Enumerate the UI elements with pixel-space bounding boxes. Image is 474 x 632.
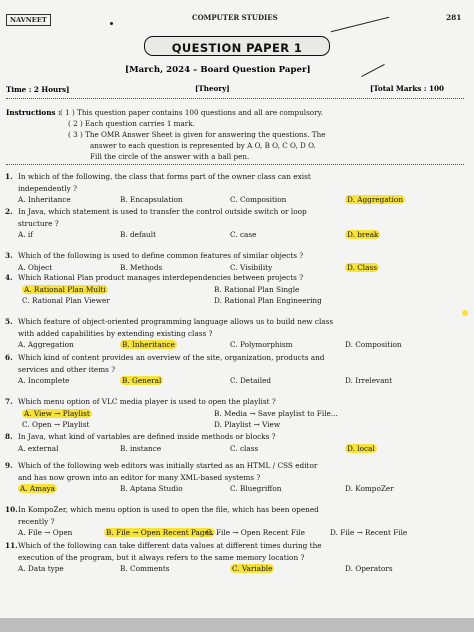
question-text: Which Rational Plan product manages interdependencies between projects ? bbox=[18, 273, 304, 282]
question-number: 2. bbox=[5, 207, 13, 216]
highlighted-answer: A. Amaya bbox=[20, 484, 55, 494]
question-number: 5. bbox=[5, 317, 13, 326]
answer-option bbox=[22, 285, 108, 294]
option-text: B. instance bbox=[120, 443, 162, 453]
question-text: Which feature of object-oriented programming language allows us to build new class bbox=[18, 317, 334, 326]
answer-option bbox=[214, 420, 280, 429]
question-number: 6. bbox=[5, 353, 13, 362]
answer-option bbox=[230, 444, 258, 453]
answer-option bbox=[120, 444, 161, 453]
highlighted-answer: A. Rational Plan Multi bbox=[24, 284, 106, 294]
option-text: B. Rational Plan Single bbox=[214, 284, 300, 294]
highlighted-answer: D. break bbox=[347, 230, 379, 240]
option-text: A. Incomplete bbox=[18, 376, 70, 386]
question-number: 8. bbox=[5, 432, 13, 441]
answer-option bbox=[230, 484, 281, 493]
question-text: execution of the program, but it always refers to the same memory location ? bbox=[18, 552, 305, 562]
answer-option bbox=[18, 528, 72, 537]
total-marks-label: [Total Marks : 100 bbox=[370, 84, 445, 93]
brand-label: NAVNEET bbox=[6, 14, 51, 26]
answer-option bbox=[345, 376, 392, 385]
option-text: A. File → Open bbox=[18, 528, 73, 538]
answer-option bbox=[214, 409, 338, 418]
answer-option bbox=[214, 296, 322, 305]
pen-mark bbox=[110, 22, 113, 25]
highlighter-mark bbox=[462, 310, 468, 316]
answer-option bbox=[22, 420, 89, 429]
option-text: D. Irrelevant bbox=[345, 376, 393, 386]
question-text: In Java, what kind of variables are defined inside methods or blocks ? bbox=[18, 432, 276, 441]
question-number: 10. bbox=[5, 505, 18, 514]
answer-option bbox=[120, 376, 163, 385]
highlighted-answer: D. Class bbox=[347, 262, 377, 272]
question-number: 9. bbox=[5, 461, 13, 470]
page-number: 281 bbox=[446, 13, 462, 22]
option-text: D. Operators bbox=[345, 564, 393, 574]
answer-option bbox=[345, 564, 393, 573]
question-text: services and other items ? bbox=[18, 364, 116, 374]
option-text: B. default bbox=[120, 230, 157, 240]
option-text: A. Data type bbox=[18, 564, 64, 574]
answer-option bbox=[18, 444, 58, 453]
option-text: D. KompoZer bbox=[345, 484, 394, 494]
subject-title: COMPUTER STUDIES bbox=[192, 13, 278, 22]
answer-option bbox=[230, 376, 271, 385]
option-text: D. Playlist → View bbox=[214, 420, 281, 430]
question-text: Which of the following is used to define common features of similar objects ? bbox=[18, 251, 304, 260]
answer-option bbox=[345, 484, 394, 493]
answer-option bbox=[345, 263, 379, 272]
answer-option bbox=[345, 444, 377, 453]
option-text: A. external bbox=[18, 443, 59, 453]
question-text: In KompoZer, which menu option is used to open the file, which has been opened bbox=[18, 505, 319, 514]
question-text: Which kind of content provides an overview of the site, organization, products and bbox=[18, 353, 325, 362]
instruction-item: ( 3 ) The OMR Answer Sheet is given for answering the questions. The bbox=[68, 130, 326, 139]
answer-option bbox=[230, 564, 274, 573]
question-text: In which of the following, the class that forms part of the owner class can exist bbox=[18, 172, 311, 181]
instructions-label: Instructions : bbox=[6, 108, 61, 117]
option-text: A. Inheritance bbox=[18, 195, 71, 205]
scan-bottom-edge bbox=[0, 618, 474, 632]
option-text: B. Aptana Studio bbox=[120, 484, 183, 494]
option-text: A. if bbox=[18, 230, 33, 240]
option-text: D. File → Recent File bbox=[330, 528, 408, 538]
instruction-item: Fill the circle of the answer with a ball pen. bbox=[90, 152, 250, 161]
answer-option bbox=[345, 230, 380, 239]
option-text: C. Bluegriffon bbox=[230, 484, 282, 494]
answer-option bbox=[22, 409, 92, 418]
question-number: 3. bbox=[5, 251, 13, 260]
answer-option bbox=[18, 564, 64, 573]
highlighted-answer: C. Variable bbox=[232, 564, 273, 574]
option-text: C. Visibility bbox=[230, 262, 273, 272]
option-text: C. case bbox=[230, 230, 257, 240]
question-number: 7. bbox=[5, 397, 13, 406]
option-text: C. Open → Playlist bbox=[22, 420, 90, 430]
exam-line: [March, 2024 – Board Question Paper] bbox=[125, 65, 311, 75]
answer-option bbox=[18, 484, 57, 493]
question-text: Which of the following can take different data values at different times during the bbox=[18, 541, 322, 550]
question-number: 4. bbox=[5, 273, 13, 282]
answer-option bbox=[18, 340, 74, 349]
option-text: B. Comments bbox=[120, 564, 170, 574]
question-text: Which of the following web editors was initially started as an HTML / CSS editor bbox=[18, 461, 318, 470]
pen-stroke bbox=[361, 64, 384, 77]
answer-option bbox=[230, 340, 293, 349]
question-text: with added capabilities by extending existing class ? bbox=[18, 328, 213, 338]
answer-option bbox=[22, 296, 110, 305]
answer-option bbox=[18, 195, 71, 204]
answer-option bbox=[120, 230, 156, 239]
answer-option bbox=[104, 528, 215, 537]
paper-type-label: [Theory] bbox=[195, 84, 230, 93]
option-text: C. class bbox=[230, 443, 259, 453]
option-text: B. Methods bbox=[120, 262, 163, 272]
highlighted-answer: D. local bbox=[347, 443, 375, 453]
option-text: C. Polymorphism bbox=[230, 340, 293, 350]
pen-stroke bbox=[331, 17, 389, 32]
highlighted-answer: B. Inheritance bbox=[122, 340, 175, 350]
answer-option bbox=[120, 564, 170, 573]
option-text: C. File → Open Recent File bbox=[206, 528, 305, 538]
answer-option bbox=[120, 195, 183, 204]
option-text: A. Aggregation bbox=[18, 340, 74, 350]
instruction-item: ( 1 ) This question paper contains 100 questions and all are compulsory. bbox=[60, 108, 323, 117]
answer-option bbox=[330, 528, 407, 537]
option-text: B. Media → Save playlist to File... bbox=[214, 408, 338, 418]
time-label: Time : 2 Hours] bbox=[6, 85, 70, 94]
answer-option bbox=[214, 285, 299, 294]
answer-option bbox=[230, 263, 272, 272]
highlighted-answer: A. View → Playlist bbox=[24, 408, 90, 418]
question-text: Which menu option of VLC media player is used to open the playlist ? bbox=[18, 397, 276, 406]
question-text: and has now grown into an editor for many XML-based systems ? bbox=[18, 472, 261, 482]
answer-option bbox=[18, 263, 52, 272]
instructions-divider bbox=[6, 164, 464, 165]
header-divider bbox=[6, 98, 464, 99]
answer-option bbox=[120, 263, 162, 272]
answer-option bbox=[18, 230, 33, 239]
option-text: C. Composition bbox=[230, 195, 287, 205]
highlighted-answer: B. General bbox=[122, 376, 162, 386]
question-number: 1. bbox=[5, 172, 13, 181]
question-text: independently ? bbox=[18, 183, 78, 193]
banner-title: QUESTION PAPER 1 bbox=[171, 41, 303, 55]
option-text: B. Encapsulation bbox=[120, 195, 183, 205]
option-text: D. Composition bbox=[345, 340, 402, 350]
answer-option bbox=[120, 484, 183, 493]
option-text: A. Object bbox=[18, 262, 53, 272]
highlighted-answer: D. Aggregation bbox=[347, 195, 404, 205]
answer-option bbox=[206, 528, 305, 537]
answer-option bbox=[230, 230, 256, 239]
answer-option bbox=[345, 195, 405, 204]
option-text: C. Detailed bbox=[230, 376, 272, 386]
answer-option bbox=[345, 340, 402, 349]
question-paper-banner bbox=[144, 36, 330, 56]
question-text: In Java, which statement is used to transfer the control outside switch or loop bbox=[18, 207, 307, 216]
highlighted-answer: B. File → Open Recent Pages bbox=[106, 528, 213, 538]
answer-option bbox=[120, 340, 177, 349]
question-text: recently ? bbox=[18, 516, 55, 526]
answer-option bbox=[18, 376, 69, 385]
option-text: C. Rational Plan Viewer bbox=[22, 296, 110, 306]
question-text: structure ? bbox=[18, 218, 59, 228]
question-number: 11. bbox=[5, 541, 18, 550]
instruction-item: answer to each question is represented by A O, B O, C O, D O. bbox=[90, 141, 316, 150]
answer-option bbox=[230, 195, 286, 204]
option-text: D. Rational Plan Engineering bbox=[214, 296, 322, 306]
instruction-item: ( 2 ) Each question carries 1 mark. bbox=[68, 119, 195, 128]
